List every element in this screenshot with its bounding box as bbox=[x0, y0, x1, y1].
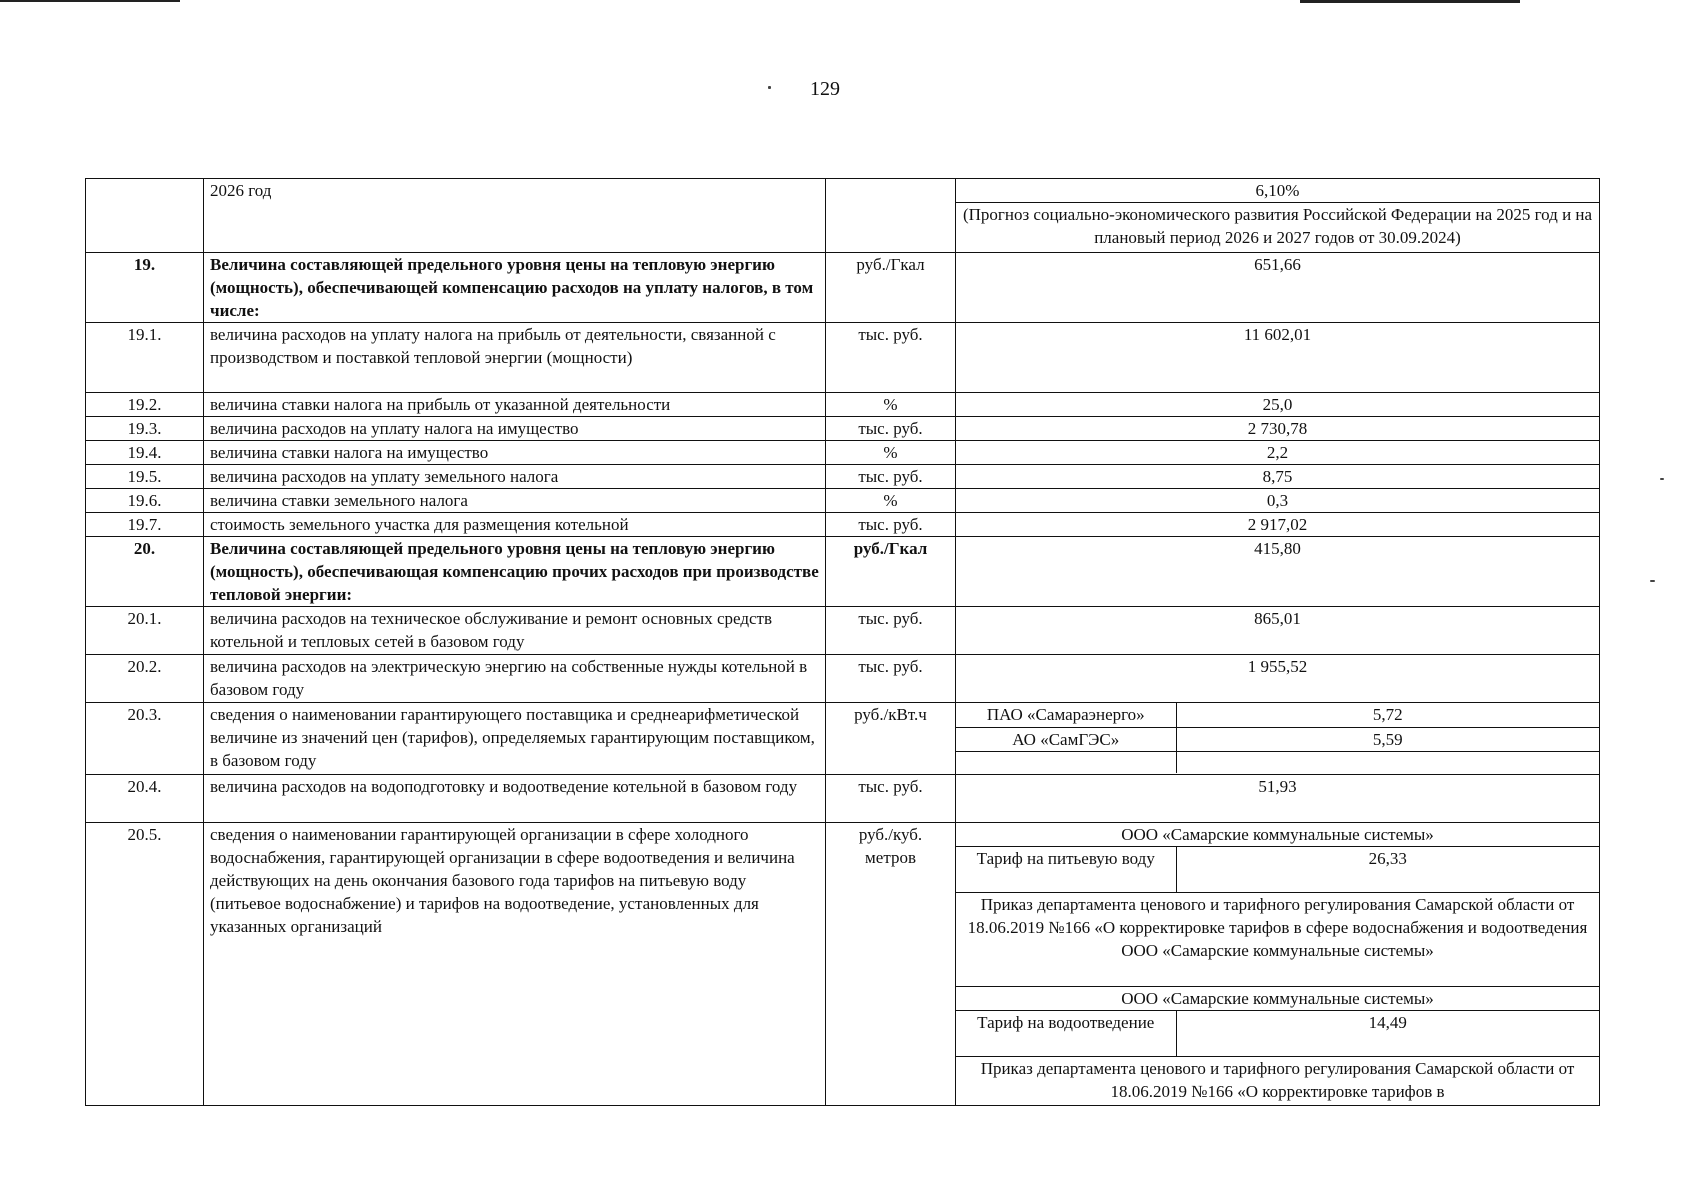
row-number bbox=[86, 179, 204, 253]
table-row bbox=[86, 441, 1600, 465]
supplier-price bbox=[1176, 751, 1599, 773]
tariff-value: 14,49 bbox=[1176, 1011, 1599, 1057]
row-number: 19.6. bbox=[86, 489, 204, 513]
row-description: величина ставки земельного налога bbox=[204, 489, 826, 513]
scan-speck bbox=[1650, 580, 1655, 582]
table-row bbox=[86, 607, 1600, 655]
row-value: 865,01 bbox=[956, 607, 1600, 655]
table-row bbox=[86, 703, 1600, 775]
row-unit: % bbox=[826, 441, 956, 465]
row-value: 51,93 bbox=[956, 775, 1600, 823]
supplier-name: АО «СамГЭС» bbox=[956, 727, 1176, 751]
row-unit: % bbox=[826, 393, 956, 417]
row-number: 20.1. bbox=[86, 607, 204, 655]
row-value: 2,2 bbox=[956, 441, 1600, 465]
row-unit: руб./Гкал bbox=[826, 537, 956, 607]
table-row bbox=[86, 823, 1600, 1106]
table-row bbox=[86, 537, 1600, 607]
table-row bbox=[86, 179, 1600, 253]
row-number: 19.7. bbox=[86, 513, 204, 537]
row-unit bbox=[826, 179, 956, 253]
table-row bbox=[86, 775, 1600, 823]
supplier-price: 5,72 bbox=[1176, 703, 1599, 727]
row-description: величина расходов на уплату земельного налога bbox=[204, 465, 826, 489]
row-unit: тыс. руб. bbox=[826, 513, 956, 537]
table-row bbox=[86, 465, 1600, 489]
supplier-price-table bbox=[956, 703, 1599, 773]
row-unit: тыс. руб. bbox=[826, 655, 956, 703]
water-organization: ООО «Самарские коммунальные системы» bbox=[956, 823, 1599, 847]
row-number: 19.1. bbox=[86, 323, 204, 393]
row-number: 19.3. bbox=[86, 417, 204, 441]
row-description: Величина составляющей предельного уровня цены на тепловую энергию (мощность), обеспечивающая компенсацию прочих расходов при производстве тепловой энергии: bbox=[204, 537, 826, 607]
row-description: 2026 год bbox=[204, 179, 826, 253]
table-row bbox=[86, 253, 1600, 323]
table-row bbox=[86, 417, 1600, 441]
regulation-order: Приказ департамента ценового и тарифного регулирования Самарской области от 18.06.2019 №166 «О корректировке тарифов в сфере водоснабжения и водоотведения ООО «Самарские коммунальные системы» bbox=[956, 893, 1599, 987]
tariff-label: Тариф на водоотведение bbox=[956, 1011, 1176, 1057]
table-row bbox=[86, 323, 1600, 393]
scan-speck bbox=[1660, 478, 1664, 480]
table-row bbox=[86, 393, 1600, 417]
row-number: 20.2. bbox=[86, 655, 204, 703]
row-number: 20. bbox=[86, 537, 204, 607]
row-unit: тыс. руб. bbox=[826, 417, 956, 441]
row-description: величина расходов на техническое обслуживание и ремонт основных средств котельной и тепловых сетей в базовом году bbox=[204, 607, 826, 655]
supplier-name bbox=[956, 751, 1176, 773]
wastewater-organization: ООО «Самарские коммунальные системы» bbox=[956, 987, 1599, 1011]
row-unit: руб./куб. метров bbox=[826, 823, 956, 1106]
forecast-value: 6,10% bbox=[956, 179, 1599, 203]
row-number: 19. bbox=[86, 253, 204, 323]
row-description: величина ставки налога на прибыль от указанной деятельности bbox=[204, 393, 826, 417]
row-number: 19.4. bbox=[86, 441, 204, 465]
row-value: 2 730,78 bbox=[956, 417, 1600, 441]
row-unit: тыс. руб. bbox=[826, 775, 956, 823]
regulation-order: Приказ департамента ценового и тарифного регулирования Самарской области от 18.06.2019 №166 «О корректировке тарифов в bbox=[956, 1057, 1599, 1105]
row-value: 651,66 bbox=[956, 253, 1600, 323]
row-unit: тыс. руб. bbox=[826, 607, 956, 655]
row-description: Величина составляющей предельного уровня цены на тепловую энергию (мощность), обеспечивающей компенсацию расходов на уплату налогов, в том числе: bbox=[204, 253, 826, 323]
forecast-source: (Прогноз социально-экономического развития Российской Федерации на 2025 год и на плановый период 2026 и 2027 годов от 30.09.2024) bbox=[962, 205, 1593, 247]
row-unit: % bbox=[826, 489, 956, 513]
row-value: 25,0 bbox=[956, 393, 1600, 417]
row-unit: руб./кВт.ч bbox=[826, 703, 956, 775]
supplier-name: ПАО «Самараэнерго» bbox=[956, 703, 1176, 727]
row-description: сведения о наименовании гарантирующей организации в сфере холодного водоснабжения, гарантирующей организации в сфере водоотведения и величина действующих на день окончания базового года тарифов на питьевую воду (питьевое водоснабжение) и тарифов на водоотведение, установленных для указанных организаций bbox=[204, 823, 826, 1106]
row-value: 1 955,52 bbox=[956, 655, 1600, 703]
tariff-value: 26,33 bbox=[1176, 847, 1599, 893]
scan-edge-mark bbox=[0, 0, 180, 2]
row-value: 0,3 bbox=[956, 489, 1600, 513]
table-row bbox=[86, 655, 1600, 703]
row-value: 2 917,02 bbox=[956, 513, 1600, 537]
row-description: величина расходов на электрическую энергию на собственные нужды котельной в базовом году bbox=[204, 655, 826, 703]
table-row bbox=[86, 513, 1600, 537]
row-number: 19.2. bbox=[86, 393, 204, 417]
row-value: 8,75 bbox=[956, 465, 1600, 489]
row-unit: руб./Гкал bbox=[826, 253, 956, 323]
row-unit: тыс. руб. bbox=[826, 323, 956, 393]
row-description: стоимость земельного участка для размещения котельной bbox=[204, 513, 826, 537]
tariff-label: Тариф на питьевую воду bbox=[956, 847, 1176, 893]
row-unit: тыс. руб. bbox=[826, 465, 956, 489]
row-number: 20.5. bbox=[86, 823, 204, 1106]
row-description: величина ставки налога на имущество bbox=[204, 441, 826, 465]
row-description: величина расходов на уплату налога на прибыль от деятельности, связанной с производством и поставкой тепловой энергии (мощности) bbox=[204, 323, 826, 393]
row-description: сведения о наименовании гарантирующего поставщика и среднеарифметической величине из значений цен (тарифов), определяемых гарантирующим поставщиком, в базовом году bbox=[204, 703, 826, 775]
row-value: 11 602,01 bbox=[956, 323, 1600, 393]
row-number: 20.4. bbox=[86, 775, 204, 823]
table-row bbox=[86, 489, 1600, 513]
row-description: величина расходов на водоподготовку и водоотведение котельной в базовом году bbox=[204, 775, 826, 823]
scan-edge-mark bbox=[1300, 0, 1520, 3]
tariff-parameters-table bbox=[85, 178, 1600, 1106]
water-tariff-table bbox=[956, 823, 1599, 1105]
row-number: 20.3. bbox=[86, 703, 204, 775]
row-value: 415,80 bbox=[956, 537, 1600, 607]
page-number: 129 bbox=[810, 78, 840, 100]
supplier-price: 5,59 bbox=[1176, 727, 1599, 751]
row-number: 19.5. bbox=[86, 465, 204, 489]
row-description: величина расходов на уплату налога на имущество bbox=[204, 417, 826, 441]
